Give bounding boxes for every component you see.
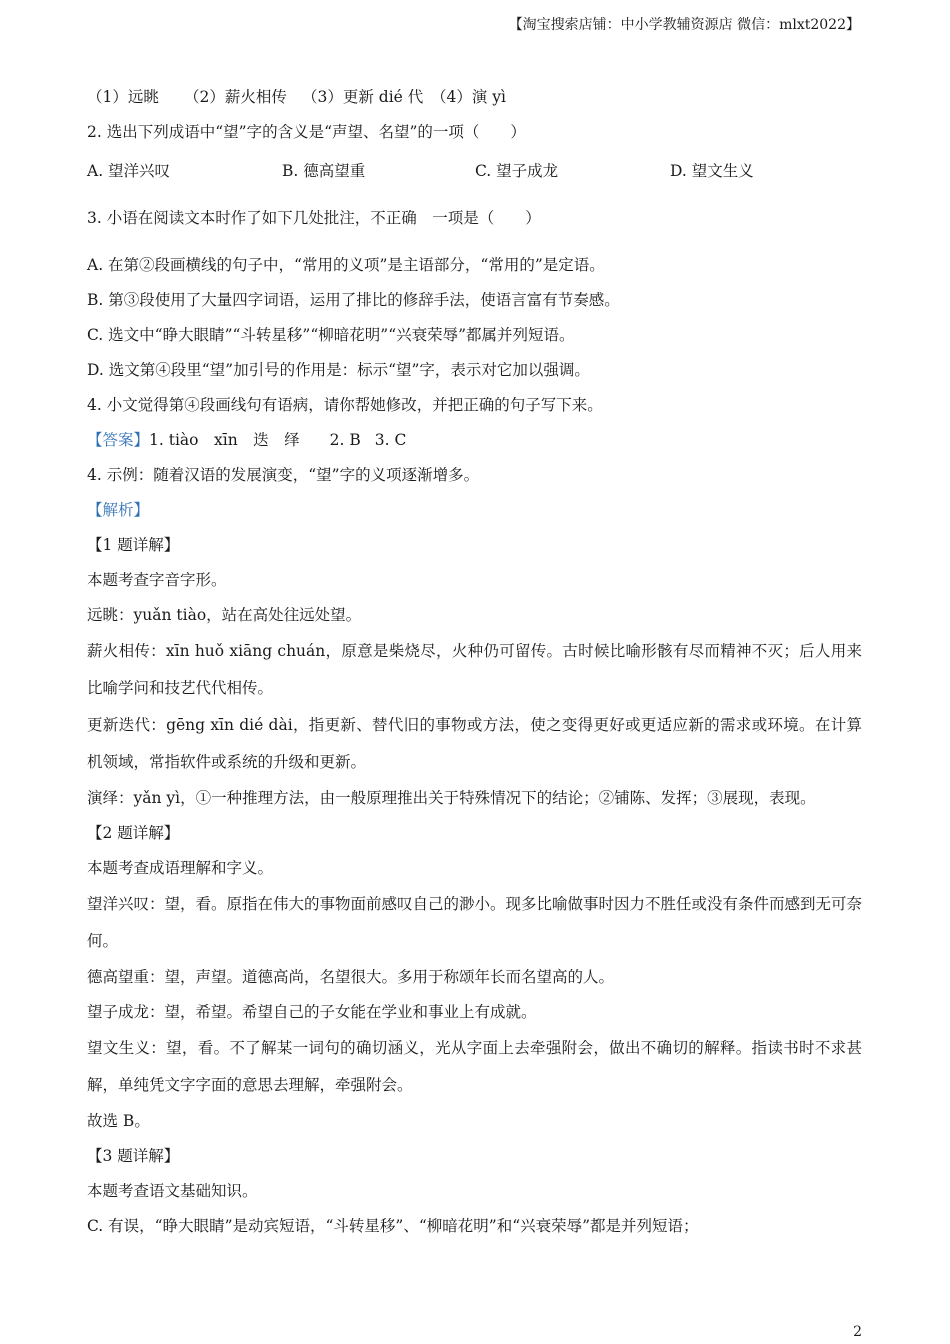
section-2-paragraph: 望洋兴叹：望，看。原指在伟大的事物面前感叹自己的渺小。现多比喻做事时因力不胜任或没有条件而感到无可奈何。	[87, 895, 863, 950]
section-1-title: 【1 题详解】	[87, 536, 180, 554]
q3-option-d: D. 选文第④段里“望”加引号的作用是：标示“望”字，表示对它加以强调。	[87, 361, 590, 379]
answer-q4: 4. 示例：随着汉语的发展演变，“望”字的义项逐渐增多。	[87, 466, 480, 484]
page-content	[87, 80, 862, 1244]
question-1-items	[87, 80, 862, 115]
q3-option-a: A. 在第②段画横线的句子中，“常用的义项”是主语部分，“常用的”是定语。	[87, 256, 605, 274]
question-3-stem: 3. 小语在阅读文本时作了如下几处批注，不正确 一项是（ ）	[87, 209, 541, 227]
section-3-paragraph: C. 有误，“睁大眼睛”是动宾短语，“斗转星移”、“柳暗花明”和“兴衰荣辱”都是并列短语；	[87, 1217, 699, 1235]
section-3-title: 【3 题详解】	[87, 1147, 180, 1165]
section-1-paragraph: 更新迭代：gēng xīn dié dài，指更新、替代旧的事物或方法，使之变得更好或更适应新的需求或环境。在计算机领域，常指软件或系统的升级和更新。	[87, 716, 862, 771]
section-1-paragraph: 薪火相传：xīn huǒ xiāng chuán，原意是柴烧尽，火种仍可留传。古时候比喻形骸有尽而精神不灭；后人用来比喻学问和技艺代代相传。	[87, 642, 862, 697]
answer-label: 【答案】	[87, 431, 150, 449]
section-1-paragraph: 远眺：yuǎn tiào，站在高处往远处望。	[87, 606, 362, 624]
q1-item: （4）演 yì	[431, 88, 507, 106]
q2-option-a: A. 望洋兴叹	[87, 162, 171, 180]
q2-option-d: D. 望文生义	[670, 162, 754, 180]
question-4-stem: 4. 小文觉得第④段画线句有语病，请你帮她修改，并把正确的句子写下来。	[87, 396, 603, 414]
answer-q3: 3. C	[374, 431, 407, 449]
analysis-label: 【解析】	[87, 501, 150, 519]
page-number: 2	[853, 1324, 862, 1340]
question-2-stem: 2. 选出下列成语中“望”字的含义是“声望、名望”的一项（ ）	[87, 123, 526, 141]
q2-option-c: C. 望子成龙	[475, 162, 559, 180]
q2-option-b: B. 德高望重	[282, 162, 366, 180]
header-note: 【淘宝搜索店铺：中小学教辅资源店 微信：mlxt2022】	[508, 17, 860, 33]
section-1-paragraph: 演绎：yǎn yì，①一种推理方法，由一般原理推出关于特殊情况下的结论；②铺陈、发挥；③展现，表现。	[87, 789, 816, 807]
question-2-options	[87, 154, 862, 189]
q3-option-b: B. 第③段使用了大量四字词语，运用了排比的修辞手法，使语言富有节奏感。	[87, 291, 620, 309]
section-2-title: 【2 题详解】	[87, 824, 180, 842]
answer-q1: 1. tiào xīn 迭 绎	[149, 431, 300, 449]
section-2-paragraph: 望子成龙：望，希望。希望自己的子女能在学业和事业上有成就。	[87, 1003, 537, 1021]
section-2-paragraph: 德高望重：望，声望。道德高尚，名望很大。多用于称颂年长而名望高的人。	[87, 968, 615, 986]
section-2-conclusion: 故选 B。	[87, 1112, 150, 1130]
answer-line	[87, 423, 862, 458]
answer-q2: 2. B	[329, 431, 361, 449]
section-2-paragraph: 望文生义：望，看。不了解某一词句的确切涵义，光从字面上去牵强附会，做出不确切的解释。指读书时不求甚解，单纯凭文字字面的意思去理解，牵强附会。	[87, 1039, 862, 1094]
q1-item: （2）薪火相传	[184, 88, 287, 106]
section-1-intro: 本题考查字音字形。	[87, 571, 227, 589]
q3-option-c: C. 选文中“睁大眼睛”“斗转星移”“柳暗花明”“兴衰荣辱”都属并列短语。	[87, 326, 575, 344]
q1-item: （3）更新 dié 代	[302, 88, 424, 106]
section-2-intro: 本题考查成语理解和字义。	[87, 859, 274, 877]
section-3-intro: 本题考查语文基础知识。	[87, 1182, 258, 1200]
q1-item: （1）远眺	[87, 88, 159, 106]
